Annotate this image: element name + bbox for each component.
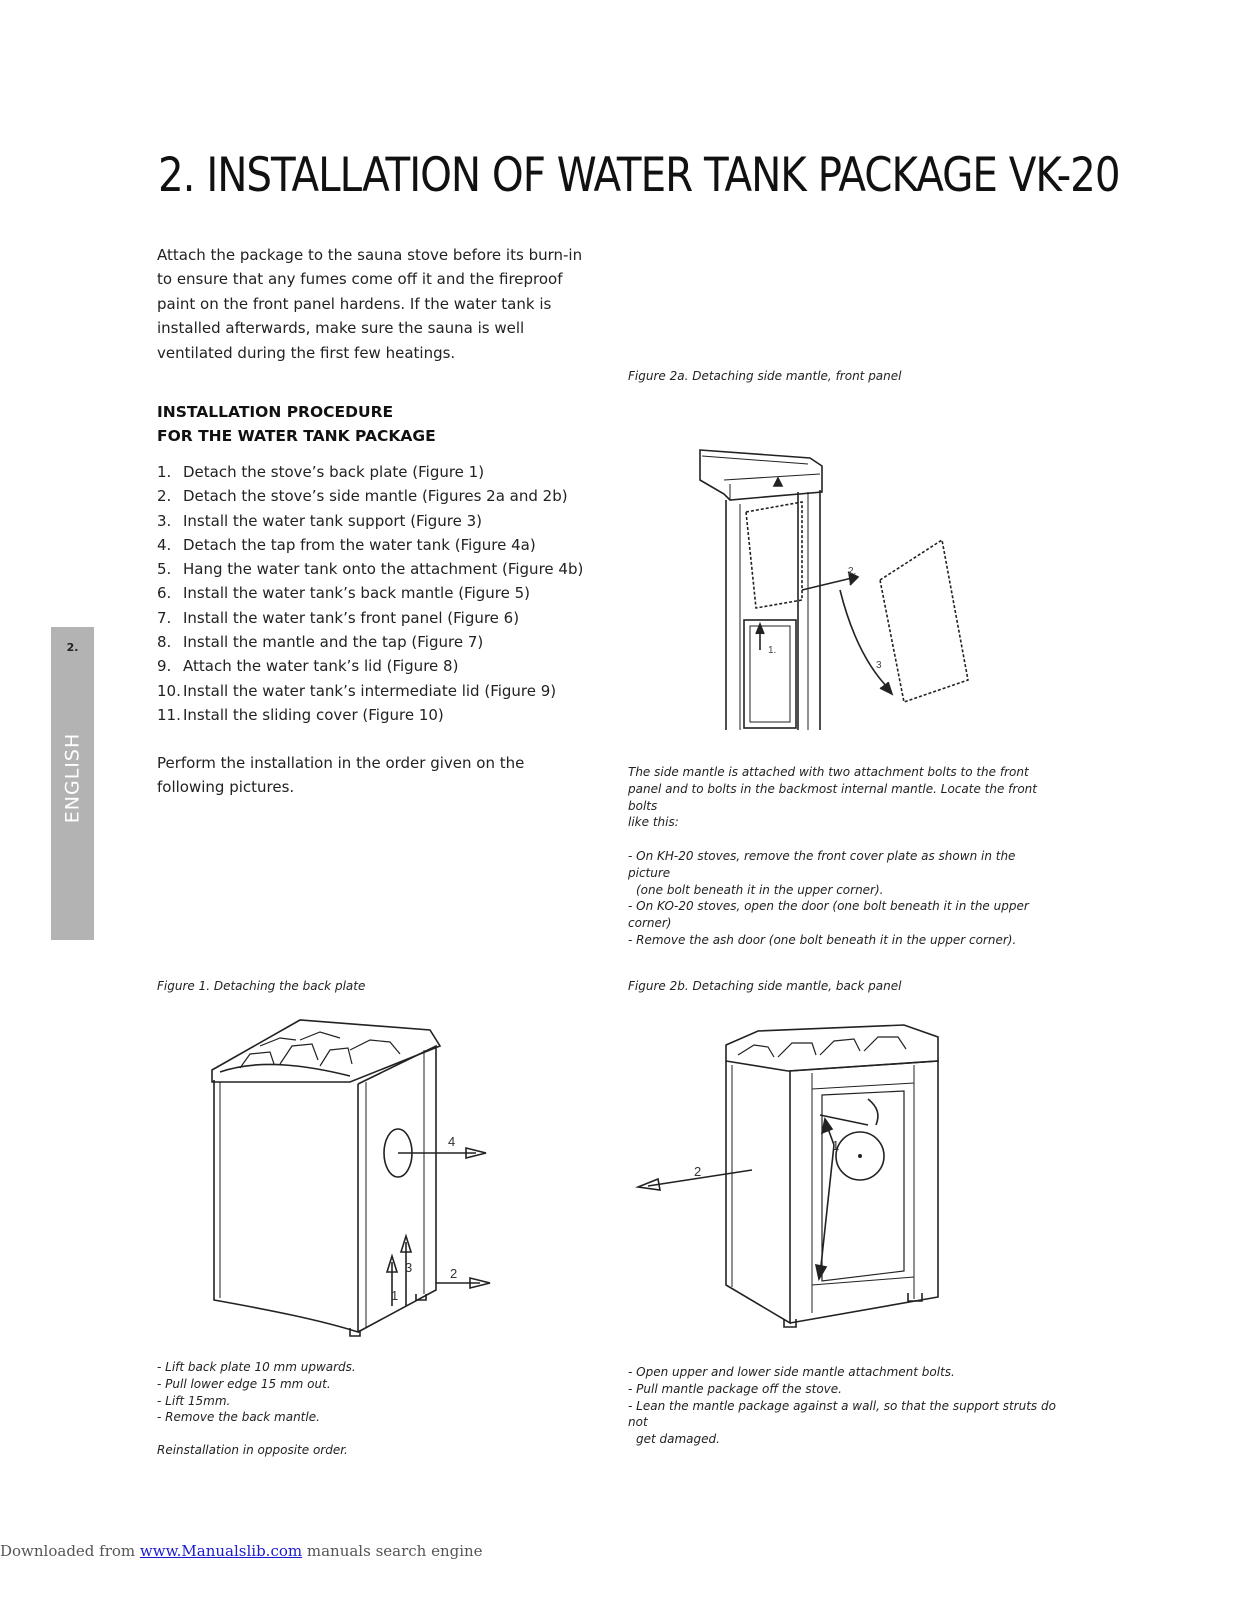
- procedure-step: [157, 630, 587, 654]
- figure-1-label-3: 3: [405, 1260, 413, 1275]
- figure-2a-illustration: [690, 440, 990, 740]
- figure-1-note-line: - Lift 15mm.: [157, 1393, 231, 1408]
- footer-prefix: Downloaded from: [0, 1542, 140, 1560]
- figure-2a-caption: Figure 2a. Detaching side mantle, front panel: [628, 369, 902, 383]
- page-title: 2. INSTALLATION OF WATER TANK PACKAGE VK-20: [158, 148, 1120, 203]
- figure-1-note-line: - Lift back plate 10 mm upwards.: [157, 1360, 356, 1374]
- figure-2a-note-line: The side mantle is attached with two attachment bolts to the front: [628, 765, 1029, 779]
- procedure-heading-line1: INSTALLATION PROCEDURE: [157, 403, 394, 421]
- footer-suffix: manuals search engine: [302, 1542, 483, 1560]
- step-text: Hang the water tank onto the attachment (Figure 4b): [183, 560, 584, 579]
- figure-2b-notes: [628, 1364, 1068, 1448]
- step-number: 10.: [157, 681, 181, 700]
- procedure-step: [157, 509, 587, 533]
- step-number: 7.: [157, 608, 172, 627]
- figure-2b-label-1: 1: [832, 1138, 840, 1153]
- figure-2a-note-line: [628, 831, 1048, 848]
- figure-2a-note-line: like this:: [628, 815, 679, 830]
- figure-2b-note-line: - Pull mantle package off the stove.: [628, 1381, 842, 1396]
- step-text: Install the water tank’s front panel (Figure 6): [183, 608, 520, 627]
- step-text: Detach the tap from the water tank (Figure 4a): [183, 535, 536, 554]
- step-text: Detach the stove’s back plate (Figure 1): [183, 463, 485, 481]
- language-sidebar-tab: [51, 627, 94, 940]
- perform-paragraph: Perform the installation in the order given on the following pictures.: [157, 754, 525, 797]
- figure-1-notes: [157, 1359, 537, 1426]
- figure-2a-note-line: - On KO-20 stoves, open the door (one bolt beneath it in the upper corner): [628, 899, 1029, 931]
- figure-1-label-2: 2: [450, 1266, 458, 1281]
- step-number: 4.: [157, 535, 172, 554]
- step-text: Detach the stove’s side mantle (Figures 2a and 2b): [183, 487, 568, 506]
- figure-2b-note-line: get damaged.: [636, 1432, 720, 1447]
- step-text: Install the water tank’s back mantle (Figure 5): [183, 584, 531, 603]
- step-text: Install the mantle and the tap (Figure 7): [183, 633, 484, 652]
- figure-1-reinstall-note: Reinstallation in opposite order.: [157, 1443, 348, 1457]
- step-text: Attach the water tank’s lid (Figure 8): [183, 657, 459, 676]
- footer-source-line: [0, 1542, 483, 1560]
- figure-2a-note-line: - On KH-20 stoves, remove the front cover plate as shown in the picture: [628, 848, 1016, 880]
- procedure-step: [157, 581, 587, 605]
- figure-1-label-4: 4: [448, 1134, 456, 1149]
- procedure-step: [157, 557, 587, 581]
- step-number: 2.: [157, 487, 172, 506]
- procedure-step: [157, 679, 587, 703]
- procedure-heading-line2: FOR THE WATER TANK PACKAGE: [157, 427, 436, 445]
- figure-2a-note-line: (one bolt beneath it in the upper corner).: [636, 882, 884, 897]
- figure-1-label-1: 1: [391, 1288, 399, 1303]
- procedure-step: [157, 606, 587, 630]
- step-number: 6.: [157, 584, 172, 603]
- figure-2a-note-line: - Remove the ash door (one bolt beneath it in the upper corner).: [628, 932, 1017, 947]
- figure-2a-label-2: 2.: [848, 566, 857, 577]
- procedure-heading: [157, 400, 436, 448]
- figure-2b-illustration: [628, 1015, 958, 1335]
- figure-2a-label-1: 1.: [768, 645, 777, 656]
- step-number: 9.: [157, 657, 172, 676]
- figure-2a-label-3: 3: [876, 660, 882, 671]
- step-number: 5.: [157, 560, 172, 579]
- figure-2a-notes: [628, 764, 1048, 949]
- intro-paragraph: Attach the package to the sauna stove before its burn-in to ensure that any fumes come off it and the fireproof paint on the front panel hardens. If the water tank is installed afterwards, make sure the sauna is well ventilated during the first few heatings.: [157, 246, 583, 362]
- procedure-step: [157, 533, 587, 557]
- sidebar-language-label: ENGLISH: [61, 732, 84, 824]
- figure-1-note-line: - Remove the back mantle.: [157, 1410, 320, 1425]
- figure-2b-note-line: - Lean the mantle package against a wall, so that the support struts do not: [628, 1398, 1056, 1430]
- procedure-steps-list: [157, 460, 587, 727]
- step-text: Install the water tank support (Figure 3): [183, 511, 483, 530]
- figure-1-caption: Figure 1. Detaching the back plate: [157, 979, 366, 993]
- sidebar-section-number: 2.: [66, 641, 79, 654]
- step-number: 8.: [157, 633, 172, 652]
- procedure-step: [157, 654, 587, 678]
- figure-1-note-line: - Pull lower edge 15 mm out.: [157, 1376, 331, 1391]
- figure-2b-label-2: 2: [694, 1164, 702, 1179]
- procedure-step: [157, 703, 587, 727]
- step-number: 11.: [157, 705, 181, 724]
- step-text: Install the water tank’s intermediate lid (Figure 9): [183, 681, 557, 700]
- step-number: 3.: [157, 511, 172, 530]
- figure-2a-note-line: panel and to bolts in the backmost internal mantle. Locate the front bolts: [628, 781, 1037, 813]
- procedure-step: [157, 460, 587, 484]
- step-text: Install the sliding cover (Figure 10): [183, 705, 444, 724]
- procedure-step: [157, 484, 587, 508]
- figure-2b-note-line: - Open upper and lower side mantle attachment bolts.: [628, 1365, 955, 1379]
- figure-1-illustration: [200, 1010, 510, 1340]
- step-number: 1.: [157, 463, 172, 481]
- figure-2b-caption: Figure 2b. Detaching side mantle, back panel: [628, 979, 902, 993]
- footer-manualslib-link[interactable]: www.Manualslib.com: [139, 1542, 303, 1560]
